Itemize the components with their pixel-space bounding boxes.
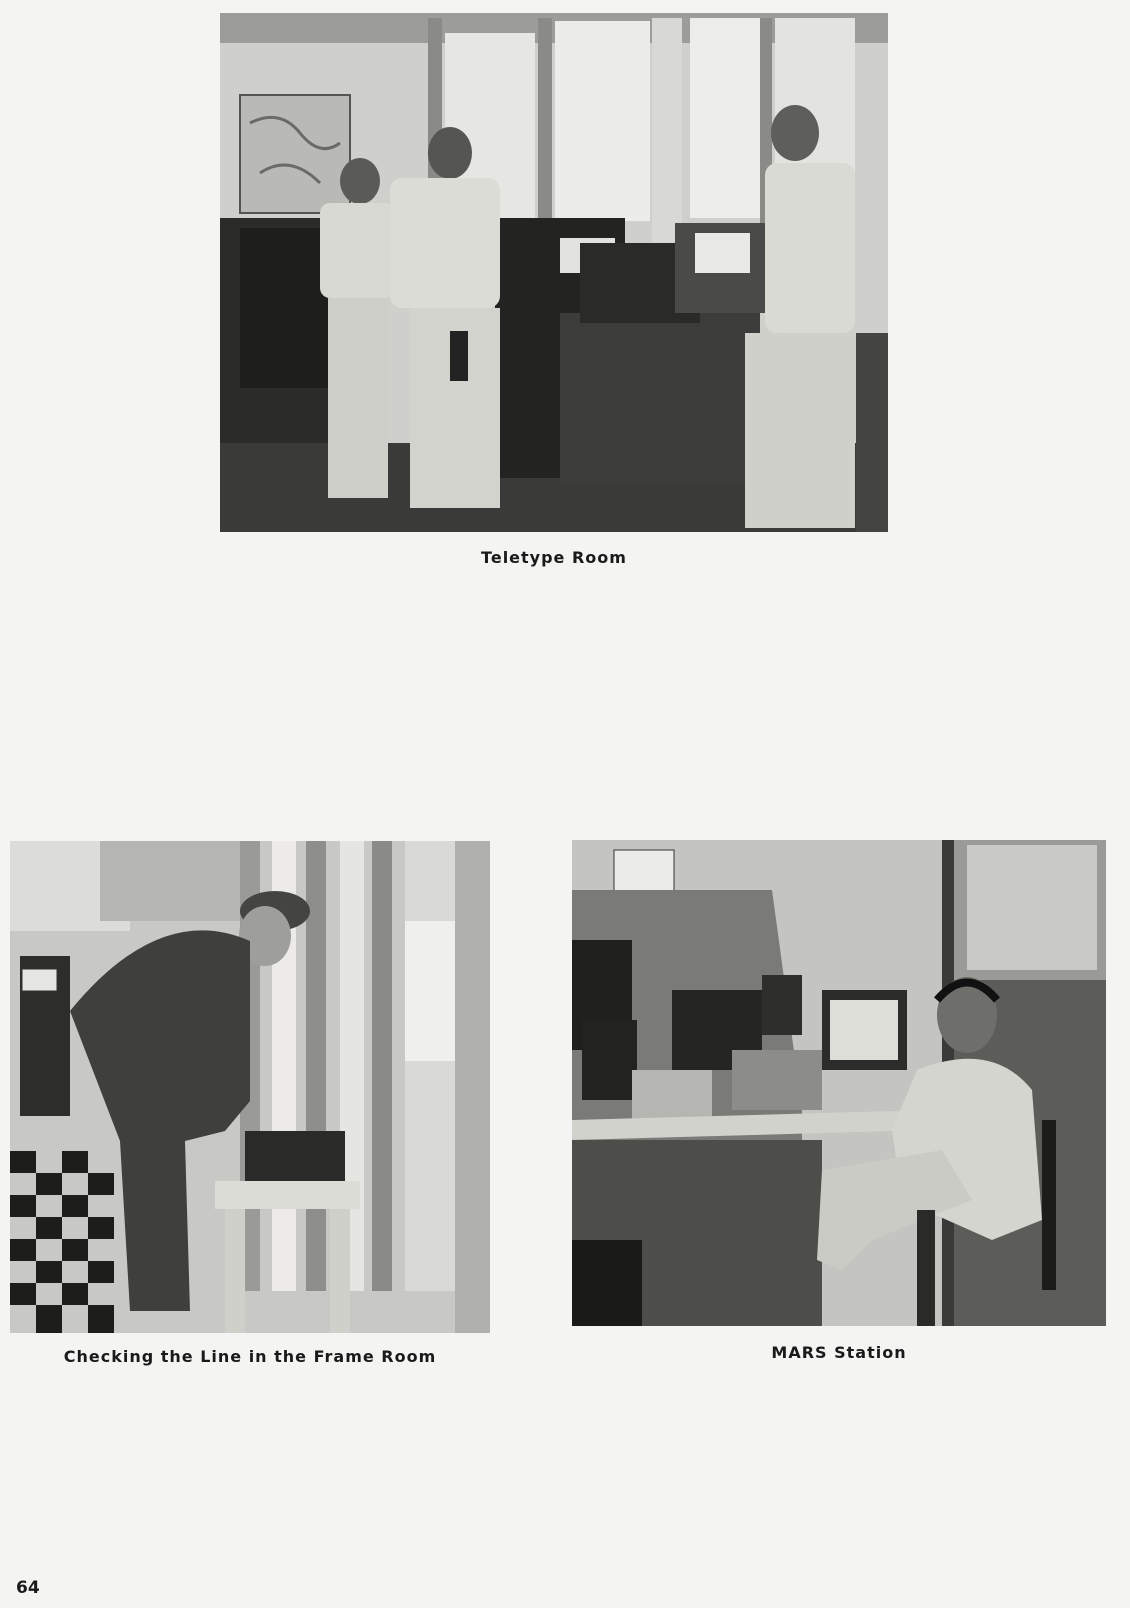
- frame-room-image: [10, 841, 490, 1333]
- frame-room-photo: [10, 841, 490, 1333]
- teletype-room-caption: Teletype Room: [481, 548, 627, 567]
- mars-station-photo: [572, 840, 1106, 1326]
- frame-room-caption: Checking the Line in the Frame Room: [63, 1347, 437, 1366]
- page-number: 64: [16, 1578, 40, 1598]
- teletype-room-photo: [220, 13, 888, 532]
- teletype-room-image: [220, 13, 888, 532]
- mars-station-image: [572, 840, 1106, 1326]
- mars-station-caption: MARS Station: [771, 1343, 907, 1362]
